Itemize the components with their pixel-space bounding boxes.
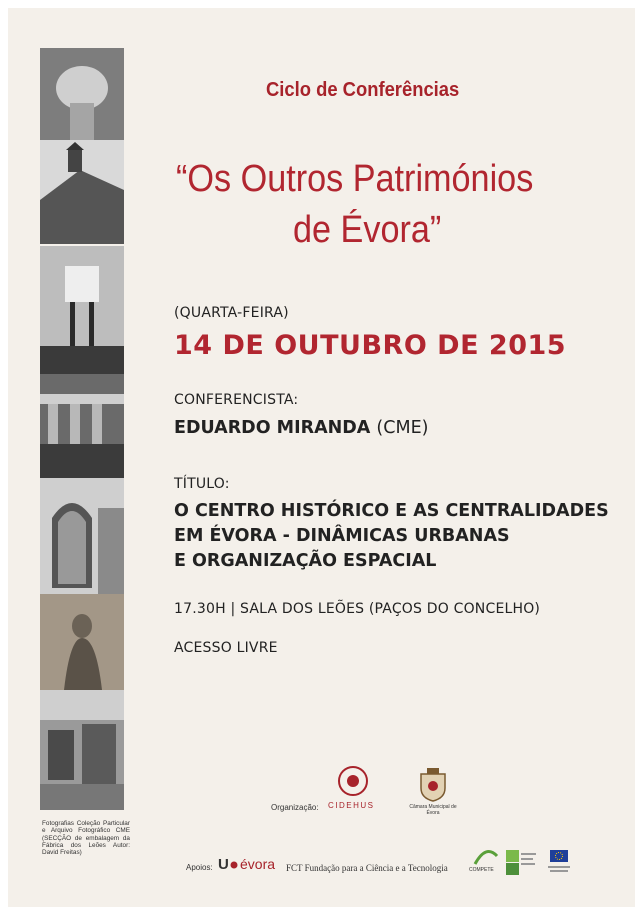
photo-sculpture	[40, 48, 124, 140]
conference-title-line1: “Os Outros Patrimónios	[176, 158, 534, 200]
compete-logo-text: COMPETE	[469, 867, 494, 873]
time-place: 17.30H | SALA DOS LEÕES (PAÇOS DO CONCELHO)	[174, 601, 541, 617]
talk-title-line: O CENTRO HISTÓRICO E AS CENTRALIDADES	[174, 501, 609, 521]
photo-caption: Fotografias Coleção Particular e Arquivo Fotográfico CME (SECÇÃO de embalagem da Fábrica dos Leões Autor: David Freitas)	[42, 820, 130, 857]
talk-title-line: EM ÉVORA - DINÂMICAS URBANAS	[174, 526, 510, 546]
fct-logo-text: FCT Fundação para a Ciência e a Tecnologia	[286, 863, 448, 873]
talk-title-label: TÍTULO:	[174, 476, 230, 492]
event-date: 14 DE OUTUBRO DE 2015	[174, 330, 567, 361]
cycle-title: Ciclo de Conferências	[266, 79, 460, 101]
weekday: (QUARTA-FEIRA)	[174, 305, 289, 321]
speaker-affiliation: (CME)	[376, 418, 429, 438]
uevora-logo	[218, 856, 276, 882]
conference-title-line2: de Évora”	[293, 209, 442, 251]
qren-logo	[506, 850, 536, 876]
photo-window	[40, 478, 124, 594]
photo-factory	[40, 690, 124, 810]
cidehus-logo	[326, 763, 380, 823]
photo-water-tower	[40, 246, 124, 374]
access-info: ACESSO LIVRE	[174, 640, 278, 656]
camara-logo-text: Câmara Municipal de Évora	[409, 804, 457, 816]
eu-logo	[546, 850, 572, 874]
photo-balustrade	[40, 374, 124, 478]
photo-fortress	[40, 140, 124, 244]
speaker-name: EDUARDO MIRANDA	[174, 418, 371, 438]
organization-label: Organização:	[271, 803, 319, 812]
camara-logo	[408, 768, 458, 828]
talk-title-line: E ORGANIZAÇÃO ESPACIAL	[174, 551, 437, 571]
poster	[8, 8, 635, 907]
cidehus-logo-text: CIDEHUS	[328, 801, 375, 810]
talk-title	[174, 499, 609, 574]
compete-logo	[463, 848, 503, 878]
speaker-label: CONFERENCISTA:	[174, 392, 299, 408]
speaker	[174, 418, 428, 438]
photo-statue	[40, 594, 124, 690]
uevora-logo-u: U	[218, 856, 229, 873]
uevora-logo-text: évora	[240, 856, 276, 872]
support-label: Apoios:	[186, 863, 213, 872]
